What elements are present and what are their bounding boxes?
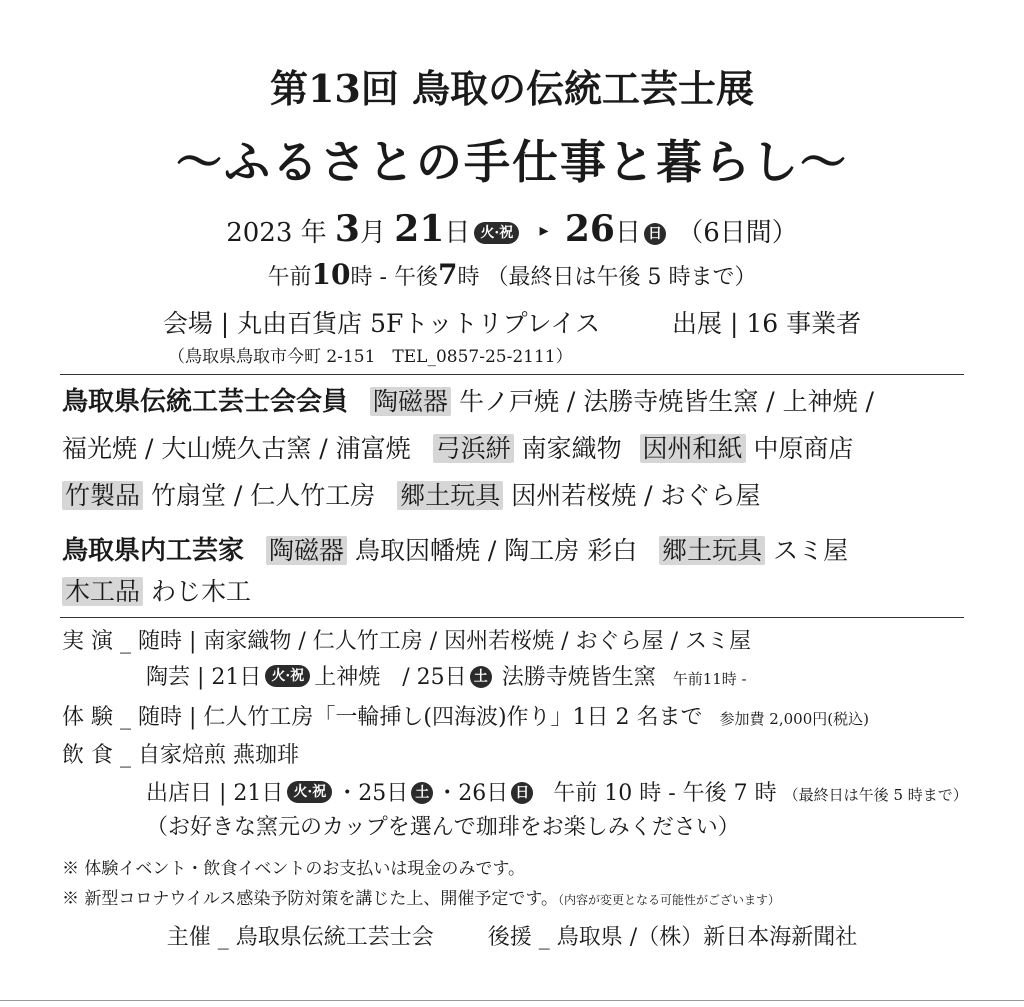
members-line-2 xyxy=(62,431,854,467)
shop-dates-line xyxy=(146,778,968,811)
demo-line: 実 演 _ 随時 | 南家織物 / 仁人竹工房 / 因州若桜焼 / おぐら屋 / スミ屋 xyxy=(62,629,751,654)
artisan-list: わじ木工 xyxy=(150,577,251,606)
divider xyxy=(60,617,964,618)
member-list: 牛ノ戸焼 / 法勝寺焼皆生窯 / 上神焼 / xyxy=(458,387,874,416)
year: 2023 xyxy=(226,218,293,248)
covid-note xyxy=(62,884,780,909)
last-day-note: （最終日は午後 5 時まで） xyxy=(486,265,757,290)
artisans-heading: 鳥取県内工芸家 xyxy=(62,536,245,566)
end-day-badge: 日 xyxy=(644,223,666,245)
am-label: 午前 xyxy=(267,265,312,290)
member-list: 因州若桜焼 / おぐら屋 xyxy=(511,481,761,510)
covid-note-text: ※ 新型コロナウイルス感染予防対策を講じた上、開催予定です。 xyxy=(62,889,559,909)
category-tag: 郷土玩具 xyxy=(659,536,765,565)
shop-text: ・26日 xyxy=(436,781,509,806)
day-badge: 土 xyxy=(470,666,492,688)
member-list: 福光焼 / 大山焼久古窯 / 浦富焼 xyxy=(62,434,411,463)
members-line-3 xyxy=(62,478,761,514)
shop-label: 出店日 | 21日 xyxy=(146,781,284,806)
experience-label: 体 験 _ 随時 | 仁人竹工房「一輪挿し(四海波)作り」1日 2 名まで xyxy=(62,705,703,730)
members-heading: 鳥取県伝統工芸士会会員 xyxy=(62,387,349,417)
footer xyxy=(0,920,1024,951)
page-title: 第13回 鳥取の伝統工芸士展 xyxy=(269,66,755,111)
category-tag: 郷土玩具 xyxy=(397,481,503,510)
venue-row xyxy=(0,304,1024,340)
pottery-time: 午前11時 - xyxy=(672,670,747,688)
day-badge: 火·祝 xyxy=(287,781,332,803)
exhibitor-count: 出展 | 16 事業者 xyxy=(672,309,862,338)
start-day: 21 xyxy=(394,208,445,250)
date-row xyxy=(0,208,1024,250)
artisans-line-2 xyxy=(62,574,251,610)
page-subtitle: ～ふるさとの手仕事と暮らし～ xyxy=(176,135,848,189)
experience-fee: 参加費 2,000円(税込) xyxy=(719,710,869,728)
sponsor: 後援 _ 鳥取県 /（株）新日本海新聞社 xyxy=(487,925,858,950)
divider xyxy=(60,374,964,375)
venue-label: 会場 | 丸由百貨店 5Fトットリプレイス xyxy=(162,309,601,338)
artisan-list: 鳥取因幡焼 / 陶工房 彩白 xyxy=(354,536,638,565)
end-day-unit: 日 xyxy=(614,218,641,248)
arrow-icon: ▸ xyxy=(539,220,549,241)
food-line: 飲 食 _ 自家焙煎 燕珈琲 xyxy=(62,743,299,768)
member-list: 南家織物 xyxy=(521,434,622,463)
close-hour: 7 xyxy=(437,258,458,291)
day-badge: 日 xyxy=(511,782,533,804)
month-unit: 月 xyxy=(359,218,386,248)
open-hour-unit: 時 xyxy=(350,265,373,290)
category-tag: 竹製品 xyxy=(62,481,143,510)
start-month: 3 xyxy=(334,208,360,250)
category-tag: 弓浜絣 xyxy=(433,434,514,463)
close-hour-unit: 時 xyxy=(457,265,480,290)
artisans-line-1 xyxy=(62,533,848,569)
day-unit: 日 xyxy=(444,218,471,248)
year-unit: 年 xyxy=(300,218,327,248)
artisan-list: スミ屋 xyxy=(773,536,849,565)
duration: （6日間） xyxy=(677,218,798,248)
experience-line xyxy=(62,702,869,735)
shop-time: 午前 10 時 - 午後 7 時 xyxy=(553,781,777,806)
open-hour: 10 xyxy=(311,258,351,291)
venue-address: （鳥取県鳥取市今町 2-151 TEL_0857-25-2111） xyxy=(168,347,573,367)
end-day: 26 xyxy=(564,208,615,250)
cup-note: （お好きな窯元のカップを選んで珈琲をお楽しみください） xyxy=(146,815,740,840)
pottery-text: 上神焼 / 25日 xyxy=(314,665,467,690)
shop-text: ・25日 xyxy=(336,781,409,806)
pottery-line xyxy=(146,662,747,695)
hours-dash: - xyxy=(372,265,394,290)
hours-row xyxy=(0,258,1024,291)
category-tag: 因州和紙 xyxy=(640,434,746,463)
pm-label: 午後 xyxy=(393,265,438,290)
covid-note-small: （内容が変更となる可能性がございます） xyxy=(558,893,781,907)
day-badge: 火·祝 xyxy=(265,665,310,687)
member-list: 竹扇堂 / 仁人竹工房 xyxy=(150,481,376,510)
category-tag: 陶磁器 xyxy=(266,536,347,565)
pottery-text: 法勝寺焼皆生窯 xyxy=(501,665,656,690)
members-line-1 xyxy=(62,384,874,420)
day-badge: 土 xyxy=(411,782,433,804)
category-tag: 陶磁器 xyxy=(370,387,451,416)
pottery-label: 陶芸 | 21日 xyxy=(146,665,262,690)
category-tag: 木工品 xyxy=(62,577,143,606)
start-day-badge: 火·祝 xyxy=(474,222,519,244)
member-list: 中原商店 xyxy=(753,434,854,463)
shop-note: （最終日は午後 5 時まで） xyxy=(783,786,968,804)
organizer: 主催 _ 鳥取県伝統工芸士会 xyxy=(166,925,434,950)
bottom-border xyxy=(0,1000,1024,1001)
payment-note: ※ 体験イベント・飲食イベントのお支払いは現金のみです。 xyxy=(62,859,526,879)
